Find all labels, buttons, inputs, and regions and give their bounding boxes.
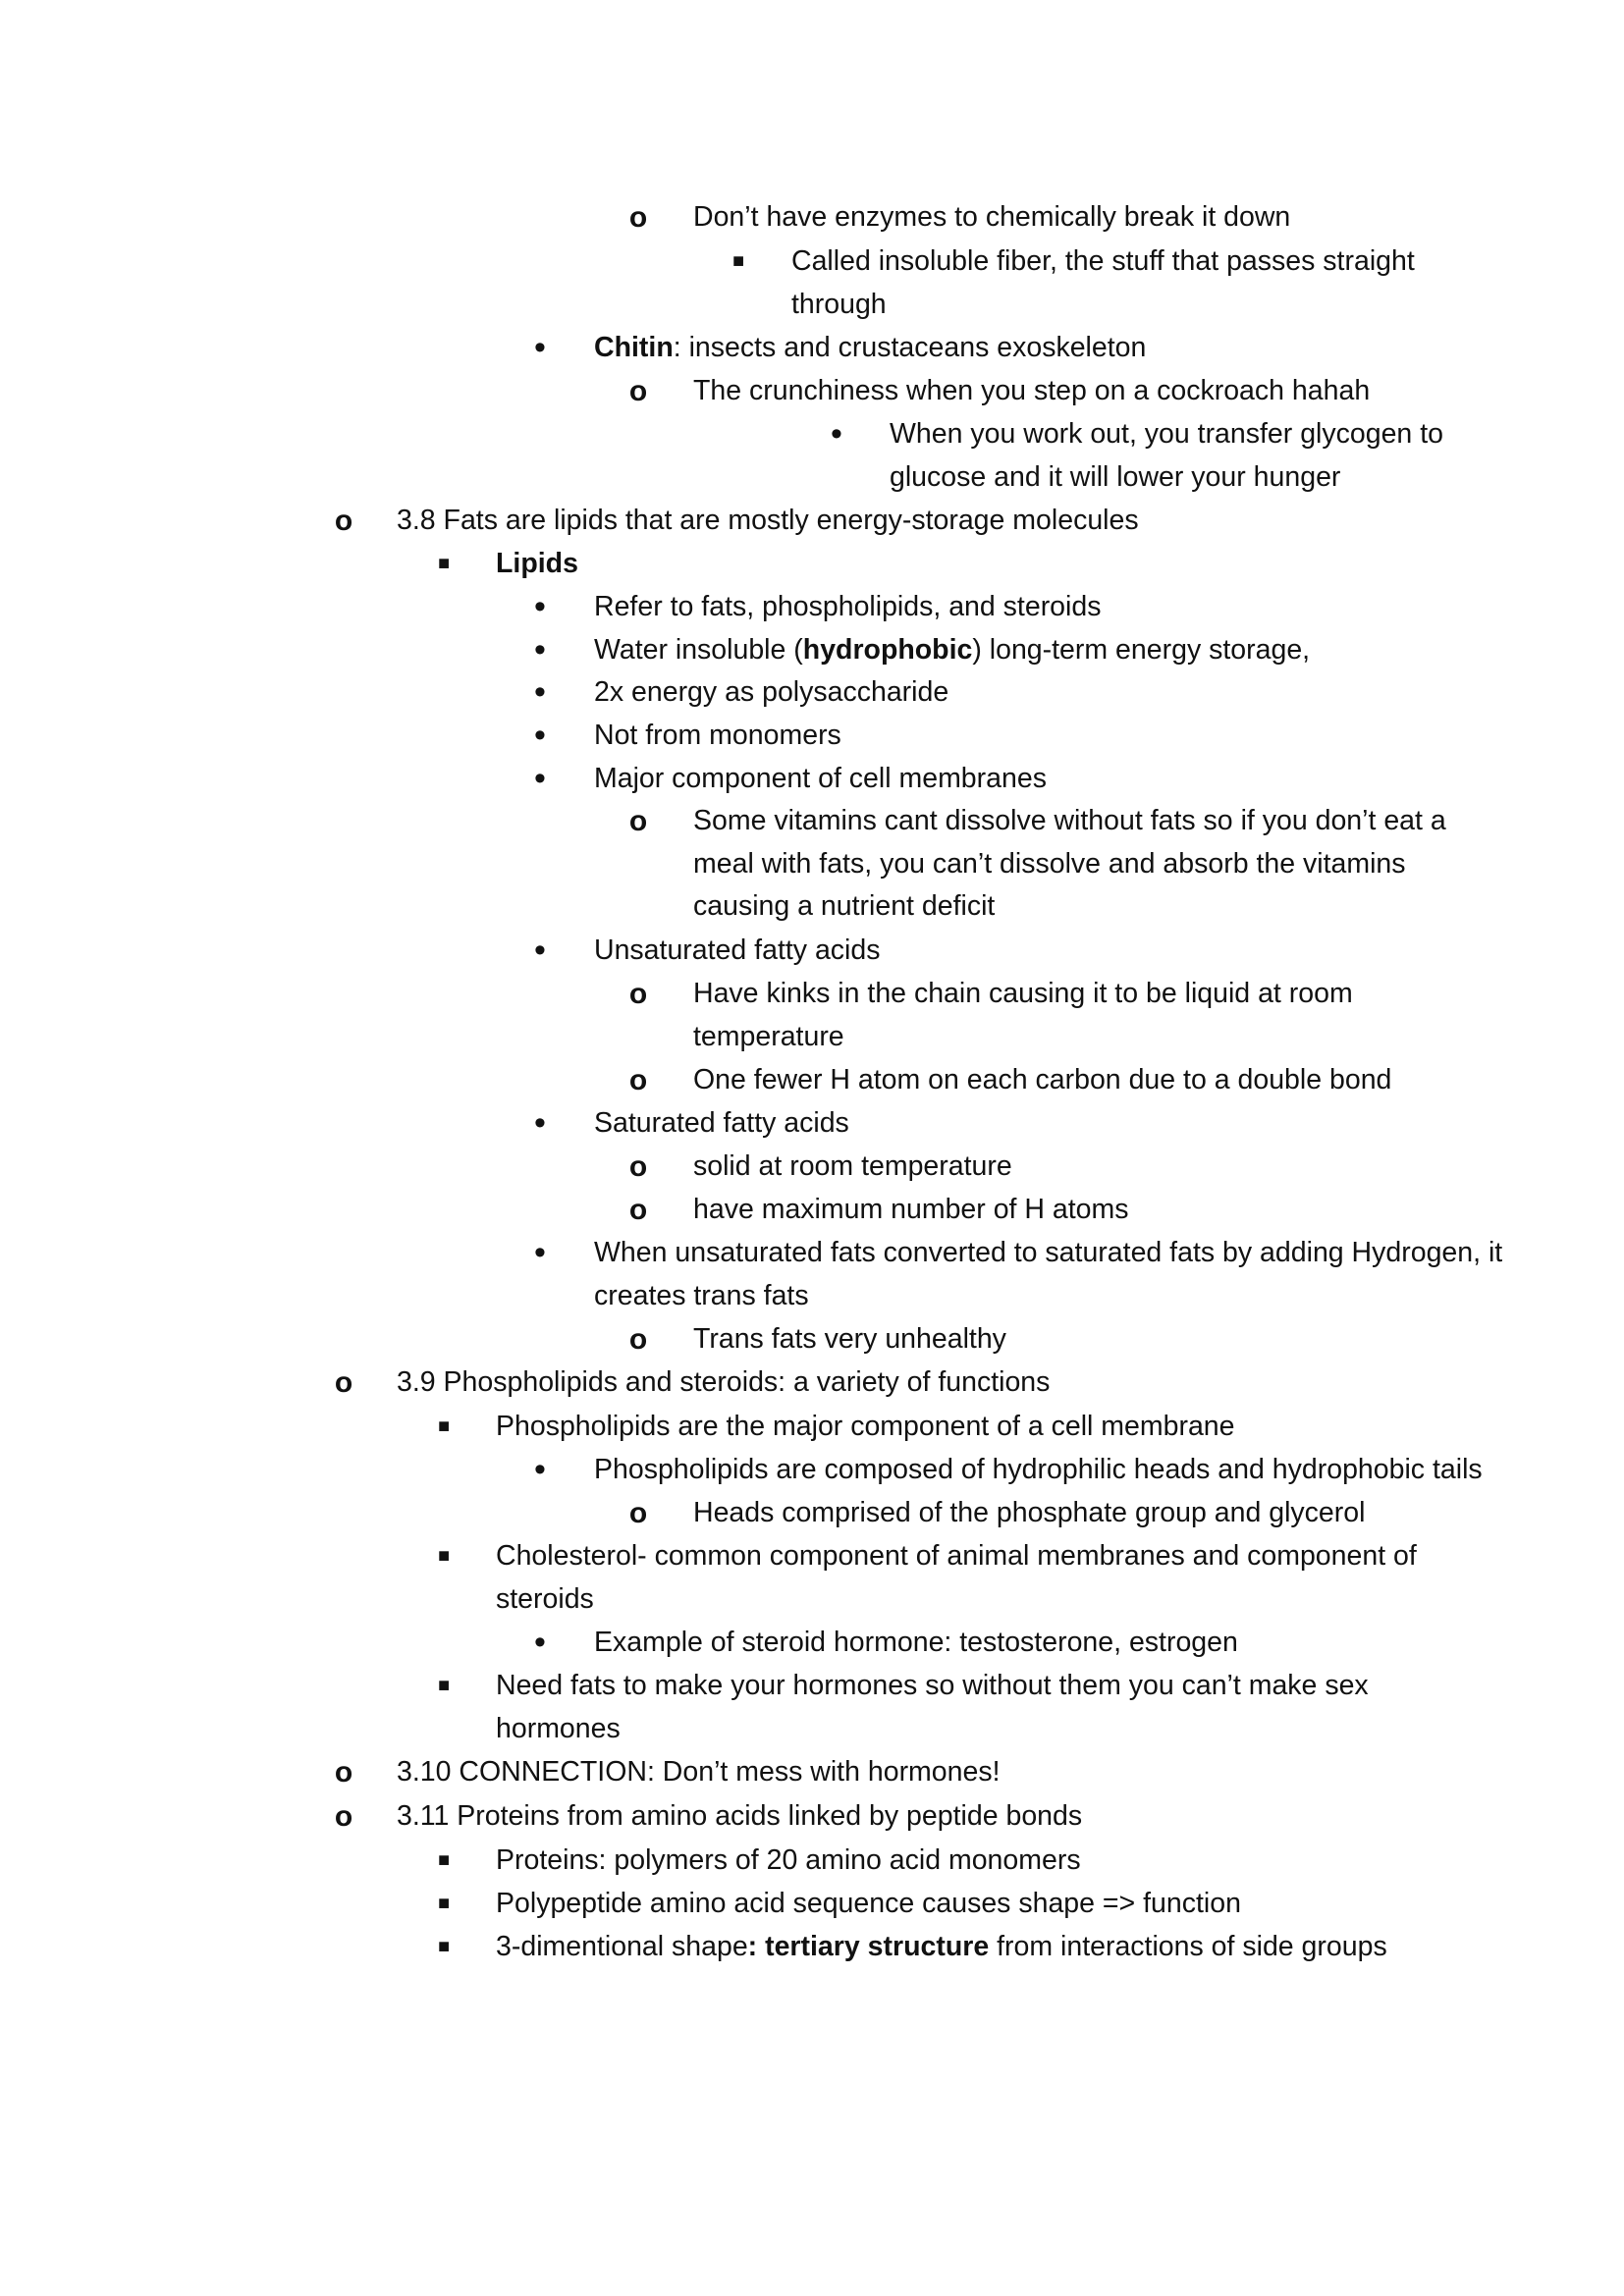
list-item — [437, 1926, 1478, 1969]
list-item-text — [496, 1665, 1419, 1750]
list-item — [534, 1232, 1507, 1317]
list-item — [731, 240, 1430, 326]
list-item — [534, 586, 1478, 629]
list-item-text — [397, 1362, 1477, 1405]
list-item-text — [594, 671, 1478, 715]
text-run: When you work out, you transfer glycogen to glucose and it will lower your hunger — [890, 418, 1443, 493]
bullet-circle-icon: o — [628, 1497, 648, 1529]
list-item — [534, 715, 1478, 758]
bullet-circle-icon: o — [334, 505, 353, 537]
list-item — [437, 1840, 1478, 1883]
text-run: Not from monomers — [594, 720, 841, 751]
list-item-text — [496, 1926, 1478, 1969]
list-item — [628, 196, 1302, 240]
text-run: 3.11 Proteins from amino acids linked by peptide bonds — [397, 1800, 1083, 1832]
bullet-dot-icon: • — [534, 760, 546, 797]
bold-term: hydrophobic — [802, 634, 973, 666]
text-run: Unsaturated fatty acids — [594, 934, 881, 966]
list-item — [628, 800, 1508, 929]
list-item — [628, 370, 1498, 413]
list-item-text — [496, 1535, 1468, 1621]
bullet-dot-icon: • — [534, 1104, 546, 1142]
text-run: 3.8 Fats are lipids that are mostly energy-storage molecules — [397, 505, 1139, 536]
list-item — [831, 413, 1498, 499]
list-item — [437, 543, 1478, 586]
bullet-circle-icon: o — [334, 1366, 353, 1399]
text-run: The crunchiness when you step on a cockroach hahah — [693, 375, 1371, 406]
text-run: Refer to fats, phospholipids, and steroids — [594, 591, 1102, 622]
bullet-square-icon: ■ — [437, 1849, 451, 1871]
list-item-text — [594, 629, 1478, 672]
list-item-text — [594, 715, 1478, 758]
text-run: 3.10 CONNECTION: Don’t mess with hormones! — [397, 1756, 1001, 1788]
text-run: solid at room temperature — [693, 1150, 1012, 1182]
list-item — [334, 1362, 1477, 1405]
text-run: Phospholipids are the major component of a cell membrane — [496, 1411, 1235, 1442]
list-item-text — [594, 1622, 1478, 1665]
list-item-text — [594, 327, 1478, 370]
text-run: 2x energy as polysaccharide — [594, 676, 949, 708]
bullet-dot-icon: • — [534, 717, 546, 754]
list-item-text — [594, 758, 1478, 801]
list-item-text — [397, 1795, 1477, 1839]
text-run: have maximum number of H atoms — [693, 1194, 1129, 1225]
bullet-dot-icon: • — [534, 932, 546, 969]
list-item — [534, 930, 1478, 973]
bullet-circle-icon: o — [628, 1323, 648, 1356]
bullet-square-icon: ■ — [731, 250, 745, 272]
list-item-text — [693, 196, 1302, 240]
text-run: Major component of cell membranes — [594, 763, 1047, 794]
bold-term: : tertiary structure — [747, 1931, 990, 1962]
text-run: Phospholipids are composed of hydrophilic heads and hydrophobic tails — [594, 1454, 1483, 1485]
list-item — [534, 327, 1478, 370]
bullet-circle-icon: o — [628, 375, 648, 407]
list-item-text — [791, 240, 1430, 326]
text-run: Polypeptide amino acid sequence causes shape => function — [496, 1888, 1241, 1919]
text-run: Trans fats very unhealthy — [693, 1323, 1006, 1355]
text-run: Have kinks in the chain causing it to be liquid at room temperature — [693, 978, 1353, 1052]
bullet-square-icon: ■ — [437, 1545, 451, 1567]
list-item-text — [693, 800, 1508, 929]
text-run: ) long-term energy storage, — [972, 634, 1311, 666]
list-item-text — [693, 1059, 1508, 1102]
list-item — [534, 671, 1478, 715]
list-item-text — [693, 370, 1498, 413]
list-item — [534, 1622, 1478, 1665]
list-item-text — [693, 973, 1400, 1058]
bullet-dot-icon: • — [534, 588, 546, 625]
list-item-text — [693, 1318, 1498, 1362]
list-item-text — [693, 1146, 1498, 1189]
list-item-text — [594, 586, 1478, 629]
bullet-dot-icon: • — [534, 1624, 546, 1661]
bullet-square-icon: ■ — [437, 1936, 451, 1957]
list-item-text — [496, 1840, 1478, 1883]
list-item — [628, 1146, 1498, 1189]
bullet-dot-icon: • — [534, 329, 546, 366]
list-item — [628, 1059, 1508, 1102]
list-item — [334, 1795, 1477, 1839]
list-item-text — [496, 543, 1478, 586]
bullet-square-icon: ■ — [437, 1893, 451, 1914]
text-run: Cholesterol- common component of animal membranes and component of steroids — [496, 1540, 1417, 1615]
bullet-circle-icon: o — [628, 1150, 648, 1183]
bullet-dot-icon: • — [534, 1234, 546, 1271]
list-item — [628, 973, 1400, 1058]
bullet-circle-icon: o — [334, 1756, 353, 1789]
text-run: Example of steroid hormone: testosterone, estrogen — [594, 1627, 1238, 1658]
bold-term: Lipids — [496, 548, 578, 579]
list-item-text — [594, 930, 1478, 973]
list-item — [534, 629, 1478, 672]
list-item-text — [496, 1406, 1478, 1449]
bullet-circle-icon: o — [628, 201, 648, 234]
list-item-text — [890, 413, 1498, 499]
list-item-text — [693, 1189, 1498, 1232]
text-run: Proteins: polymers of 20 amino acid monomers — [496, 1844, 1081, 1876]
bullet-circle-icon: o — [334, 1800, 353, 1833]
list-item — [628, 1492, 1498, 1535]
list-item — [437, 1406, 1478, 1449]
text-run: Heads comprised of the phosphate group and glycerol — [693, 1497, 1366, 1528]
bullet-circle-icon: o — [628, 1064, 648, 1096]
bullet-dot-icon: • — [534, 631, 546, 668]
list-item — [534, 1449, 1507, 1492]
list-item — [437, 1535, 1468, 1621]
bullet-dot-icon: • — [534, 673, 546, 711]
text-run: When unsaturated fats converted to saturated fats by adding Hydrogen, it creates trans fats — [594, 1237, 1503, 1311]
list-item — [628, 1318, 1498, 1362]
list-item — [334, 1751, 1477, 1794]
bullet-dot-icon: • — [831, 415, 842, 453]
list-item — [437, 1665, 1419, 1750]
list-item — [334, 500, 1477, 543]
text-run: One fewer H atom on each carbon due to a double bond — [693, 1064, 1392, 1095]
list-item-text — [397, 1751, 1477, 1794]
list-item — [534, 1102, 1478, 1146]
list-item-text — [594, 1449, 1507, 1492]
text-run: Don’t have enzymes to chemically break it down — [693, 201, 1291, 233]
list-item-text — [594, 1102, 1478, 1146]
list-item-text — [594, 1232, 1507, 1317]
text-run: Water insoluble ( — [594, 634, 803, 666]
list-item — [628, 1189, 1498, 1232]
bullet-dot-icon: • — [534, 1451, 546, 1488]
text-run: Need fats to make your hormones so without them you can’t make sex hormones — [496, 1670, 1369, 1744]
bullet-square-icon: ■ — [437, 1415, 451, 1437]
bullet-circle-icon: o — [628, 1194, 648, 1226]
list-item-text — [397, 500, 1477, 543]
text-run: Some vitamins cant dissolve without fats so if you don’t eat a meal with fats, you can’t dissolve and absorb the vitamins causing a nutrient deficit — [693, 805, 1446, 922]
list-item — [534, 758, 1478, 801]
text-run: Called insoluble fiber, the stuff that passes straight through — [791, 245, 1415, 320]
list-item-text — [496, 1883, 1478, 1926]
text-run: : insects and crustaceans exoskeleton — [673, 332, 1147, 363]
text-run: 3-dimentional shape — [496, 1931, 748, 1962]
list-item-text — [693, 1492, 1498, 1535]
bold-term: Chitin — [594, 332, 674, 363]
text-run: Saturated fatty acids — [594, 1107, 849, 1139]
bullet-circle-icon: o — [628, 805, 648, 837]
text-run: from interactions of side groups — [989, 1931, 1387, 1962]
bullet-square-icon: ■ — [437, 553, 451, 574]
list-item — [437, 1883, 1478, 1926]
bullet-circle-icon: o — [628, 978, 648, 1010]
text-run: 3.9 Phospholipids and steroids: a variety of functions — [397, 1366, 1051, 1398]
bullet-square-icon: ■ — [437, 1675, 451, 1696]
